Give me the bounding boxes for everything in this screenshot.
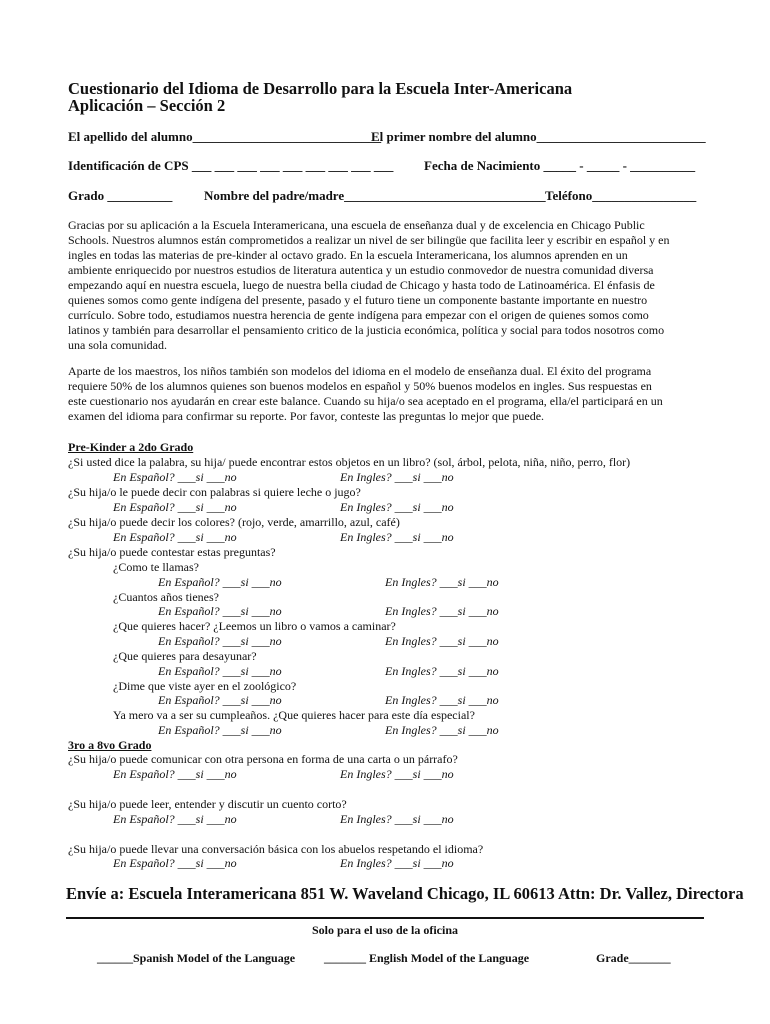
section-heading-prek-2: Pre-Kinder a 2do Grado <box>68 440 194 454</box>
answer-english[interactable]: En Ingles? ___si ___no <box>340 856 454 870</box>
paragraph-line: ambiente enriquecido por nuestros estudios de literatura autentica y un estudio conmovedor de nuestra comunidad diversa <box>68 263 654 277</box>
cps-id-field[interactable]: Identificación de CPS ___ ___ ___ ___ ___ ___ ___ ___ ___ <box>68 158 394 173</box>
answer-spanish[interactable]: En Español? ___si ___no <box>158 575 282 589</box>
question-text: ¿Su hija/o le puede decir con palabras si quiere leche o jugo? <box>68 485 361 499</box>
answer-english[interactable]: En Ingles? ___si ___no <box>340 767 454 781</box>
answer-english[interactable]: En Ingles? ___si ___no <box>385 693 499 707</box>
paragraph-line: empezando aquí en nuestra escuela, luego de nuestra bella ciudad de Chicago y hasta todo de Latinoamérica. El énfasis de <box>68 278 655 292</box>
paragraph-line: ingles en todas las materias de pre-kinder al octavo grado. En la escuela Interamericana, los alumnos aprenden en un <box>68 248 628 262</box>
sub-question-text: ¿Que quieres hacer? ¿Leemos un libro o vamos a caminar? <box>113 619 396 633</box>
answer-spanish[interactable]: En Español? ___si ___no <box>113 767 237 781</box>
answer-spanish[interactable]: En Español? ___si ___no <box>113 530 237 544</box>
question-text: ¿Su hija/o puede leer, entender y discutir un cuento corto? <box>68 797 347 811</box>
answer-english[interactable]: En Ingles? ___si ___no <box>340 530 454 544</box>
first-name-field[interactable]: El primer nombre del alumno__________________________ <box>371 129 706 144</box>
grade-field[interactable]: Grado __________ <box>68 188 173 203</box>
paragraph-line: Gracias por su aplicación a la Escuela Interamericana, una escuela de enseñanza dual y de excelencia en Chicago Public <box>68 218 645 232</box>
paragraph-line: una sola comunidad. <box>68 338 167 352</box>
birth-date-field[interactable]: Fecha de Nacimiento _____ - _____ - __________ <box>424 158 696 173</box>
divider <box>66 917 704 919</box>
parent-name-field[interactable]: Nombre del padre/madre_______________________________ <box>204 188 546 203</box>
answer-english[interactable]: En Ingles? ___si ___no <box>385 575 499 589</box>
answer-english[interactable]: En Ingles? ___si ___no <box>340 500 454 514</box>
last-name-field[interactable]: El apellido del alumno_____________________________ <box>68 129 382 144</box>
answer-english[interactable]: En Ingles? ___si ___no <box>340 812 454 826</box>
paragraph-line: examen del idioma para confirmar su reporte. Por favor, conteste las preguntas lo mejor que puede. <box>68 409 545 423</box>
intro-paragraph-2 <box>68 364 708 424</box>
answer-english[interactable]: En Ingles? ___si ___no <box>385 634 499 648</box>
answer-english[interactable]: En Ingles? ___si ___no <box>340 470 454 484</box>
form-subtitle: Aplicación – Sección 2 <box>68 96 226 115</box>
intro-paragraph-1 <box>68 218 708 353</box>
question-text: ¿Si usted dice la palabra, su hija/ puede encontrar estos objetos en un libro? (sol, árbol, pelota, niña, niño, perro, flor) <box>68 455 631 469</box>
answer-spanish[interactable]: En Español? ___si ___no <box>158 693 282 707</box>
phone-field[interactable]: Teléfono________________ <box>545 188 697 203</box>
sub-question-text: ¿Cuantos años tienes? <box>113 590 219 604</box>
form-title: Cuestionario del Idioma de Desarrollo para la Escuela Inter-Americana <box>68 79 573 98</box>
question-text: ¿Su hija/o puede llevar una conversación básica con los abuelos respetando el idioma? <box>68 842 484 856</box>
paragraph-line: Schools. Nuestros alumnos están comprometidos a realizar un nivel de ser bilingüe que facilita leer y escribir en español y en <box>68 233 670 247</box>
answer-english[interactable]: En Ingles? ___si ___no <box>385 664 499 678</box>
answer-spanish[interactable]: En Español? ___si ___no <box>158 723 282 737</box>
answer-spanish[interactable]: En Español? ___si ___no <box>113 812 237 826</box>
sub-question-text: ¿Como te llamas? <box>113 560 199 574</box>
question-text: ¿Su hija/o puede contestar estas preguntas? <box>68 545 276 559</box>
question-text: ¿Su hija/o puede comunicar con otra persona en forma de una carta o un párrafo? <box>68 752 458 766</box>
answer-spanish[interactable]: En Español? ___si ___no <box>158 634 282 648</box>
office-use-heading: Solo para el uso de la oficina <box>311 923 458 937</box>
answer-english[interactable]: En Ingles? ___si ___no <box>385 723 499 737</box>
answer-spanish[interactable]: En Español? ___si ___no <box>158 664 282 678</box>
office-grade-field[interactable]: Grade_______ <box>596 951 671 965</box>
answer-spanish[interactable]: En Español? ___si ___no <box>113 856 237 870</box>
paragraph-line: currículo. Sobre todo, estudiamos nuestra herencia de gente indígena para empezar con el origen de quienes somos como <box>68 308 649 322</box>
sub-question-text: ¿Que quieres para desayunar? <box>113 649 257 663</box>
sub-question-text: ¿Dime que viste ayer en el zoológico? <box>113 679 297 693</box>
sub-question-text: Ya mero va a ser su cumpleaños. ¿Que quieres hacer para este día especial? <box>113 708 475 722</box>
send-to-address: Envíe a: Escuela Interamericana 851 W. Waveland Chicago, IL 60613 Attn: Dr. Vallez, Directora <box>66 884 744 903</box>
paragraph-line: este cuestionario nos ayudarán en crear este balance. Cuando su hijа/o sea aceptado en el programa, ella/el participará en un <box>68 394 663 408</box>
paragraph-line: quienes somos como gente indígena del presente, pasado y el futuro tiene un componente bastante importante en nuestro <box>68 293 648 307</box>
answer-english[interactable]: En Ingles? ___si ___no <box>385 604 499 618</box>
paragraph-line: Aparte de los maestros, los niños también son modelos del idioma en el modelo de enseñanza dual. El éxito del programa <box>68 364 652 378</box>
spanish-model-field[interactable]: ______Spanish Model of the Language <box>97 951 296 965</box>
question-text: ¿Su hija/o puede decir los colores? (rojo, verde, amarrillo, azul, café) <box>68 515 400 529</box>
paragraph-line: latinos y también para desarrollar el pensamiento critico de la justicia económica, política y social para todos nosotros como <box>68 323 665 337</box>
paragraph-line: requiere 50% de los alumnos quienes son buenos modelos en español y 50% buenos modelos en ingles. Sus respuestas en <box>68 379 652 393</box>
answer-spanish[interactable]: En Español? ___si ___no <box>113 470 237 484</box>
answer-spanish[interactable]: En Español? ___si ___no <box>113 500 237 514</box>
english-model-field[interactable]: _______ English Model of the Language <box>324 951 530 965</box>
section-heading-3-8: 3ro a 8vo Grado <box>68 738 152 752</box>
answer-spanish[interactable]: En Español? ___si ___no <box>158 604 282 618</box>
